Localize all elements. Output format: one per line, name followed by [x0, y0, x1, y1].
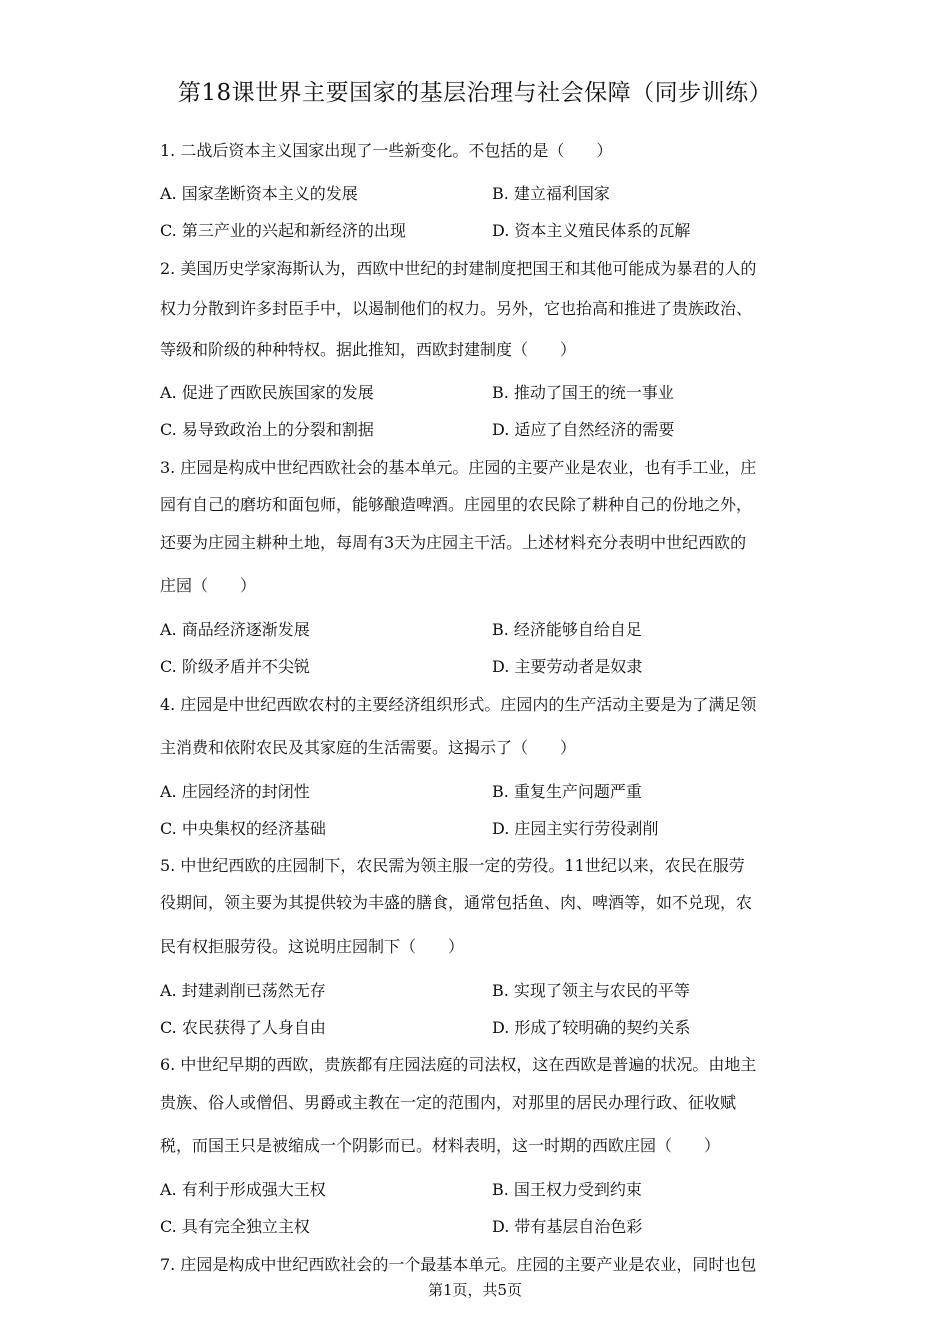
question-6-option-d: D. 带有基层自治色彩 [492, 1217, 643, 1236]
question-3-option-c: C. 阶级矛盾并不尖锐 [160, 657, 310, 676]
question-6-option-b: B. 国王权力受到约束 [492, 1180, 642, 1199]
question-5-option-d: D. 形成了较明确的契约关系 [492, 1018, 691, 1037]
question-6-option-c: C. 具有完全独立主权 [160, 1217, 310, 1236]
question-6-option-a: A. 有利于形成强大王权 [160, 1180, 326, 1199]
question-5-line-1: 5. 中世纪西欧的庄园制下，农民需为领主服一定的劳役。11世纪以来，农民在服劳 [160, 856, 745, 875]
question-4-option-b: B. 重复生产问题严重 [492, 782, 642, 801]
page-footer: 第1页，共5页 [427, 1281, 523, 1299]
question-3-option-d: D. 主要劳动者是奴隶 [492, 657, 643, 676]
question-4-line-2: 主消费和依附农民及其家庭的生活需要。这揭示了（ ） [160, 738, 577, 757]
question-3-line-3: 还要为庄园主耕种土地，每周有3天为庄园主干活。上述材料充分表明中世纪西欧的 [160, 533, 747, 552]
question-4-option-a: A. 庄园经济的封闭性 [160, 782, 310, 801]
question-4-line-1: 4. 庄园是中世纪西欧农村的主要经济组织形式。庄园内的生产活动主要是为了满足领 [160, 695, 757, 714]
question-3-option-b: B. 经济能够自给自足 [492, 620, 642, 639]
question-6-line-2: 贵族、俗人或僧侣、男爵或主教在一定的范围内，对那里的居民办理行政、征收赋 [160, 1093, 737, 1112]
question-3-option-a: A. 商品经济逐渐发展 [160, 620, 310, 639]
question-1-option-c: C. 第三产业的兴起和新经济的出现 [160, 221, 406, 240]
question-5-option-b: B. 实现了领主与农民的平等 [492, 981, 690, 1000]
question-2-option-c: C. 易导致政治上的分裂和割据 [160, 420, 374, 439]
question-3-line-4: 庄园（ ） [160, 576, 257, 595]
question-4-option-d: D. 庄园主实行劳役剥削 [492, 819, 659, 838]
question-3-line-1: 3. 庄园是构成中世纪西欧社会的基本单元。庄园的主要产业是农业，也有手工业，庄 [160, 458, 757, 477]
question-2-option-a: A. 促进了西欧民族国家的发展 [160, 383, 374, 402]
question-4-option-c: C. 中央集权的经济基础 [160, 819, 326, 838]
question-6-line-1: 6. 中世纪早期的西欧，贵族都有庄园法庭的司法权，这在西欧是普遍的状况。由地主 [160, 1055, 757, 1074]
question-5-option-a: A. 封建剥削已荡然无存 [160, 981, 326, 1000]
question-5-line-2: 役期间，领主要为其提供较为丰盛的膳食，通常包括鱼、肉、啤酒等，如不兑现，农 [160, 893, 753, 912]
question-1-line-1: 1. 二战后资本主义国家出现了一些新变化。不包括的是（ ） [160, 141, 613, 160]
question-2-line-3: 等级和阶级的种种特权。据此推知，西欧封建制度（ ） [160, 340, 577, 359]
question-1-option-d: D. 资本主义殖民体系的瓦解 [492, 221, 691, 240]
question-5-option-c: C. 农民获得了人身自由 [160, 1018, 326, 1037]
question-2-option-b: B. 推动了国王的统一事业 [492, 383, 674, 402]
question-1-option-b: B. 建立福利国家 [492, 184, 610, 203]
question-2-line-1: 2. 美国历史学家海斯认为，西欧中世纪的封建制度把国王和其他可能成为暴君的人的 [160, 259, 757, 278]
question-1-option-a: A. 国家垄断资本主义的发展 [160, 184, 358, 203]
question-3-line-2: 园有自己的磨坊和面包师，能够酿造啤酒。庄园里的农民除了耕种自己的份地之外， [160, 495, 753, 514]
question-6-line-3: 税，而国王只是被缩成一个阴影而已。材料表明，这一时期的西欧庄园（ ） [160, 1136, 721, 1155]
question-2-line-2: 权力分散到许多封臣手中，以遏制他们的权力。另外，它也抬高和推进了贵族政治、 [160, 299, 753, 318]
question-2-option-d: D. 适应了自然经济的需要 [492, 420, 675, 439]
question-7-line-1: 7. 庄园是构成中世纪西欧社会的一个最基本单元。庄园的主要产业是农业，同时也包 [160, 1255, 757, 1274]
question-5-line-3: 民有权拒服劳役。这说明庄园制下（ ） [160, 937, 465, 956]
page-title: 第18课世界主要国家的基层治理与社会保障（同步训练） [177, 80, 773, 106]
